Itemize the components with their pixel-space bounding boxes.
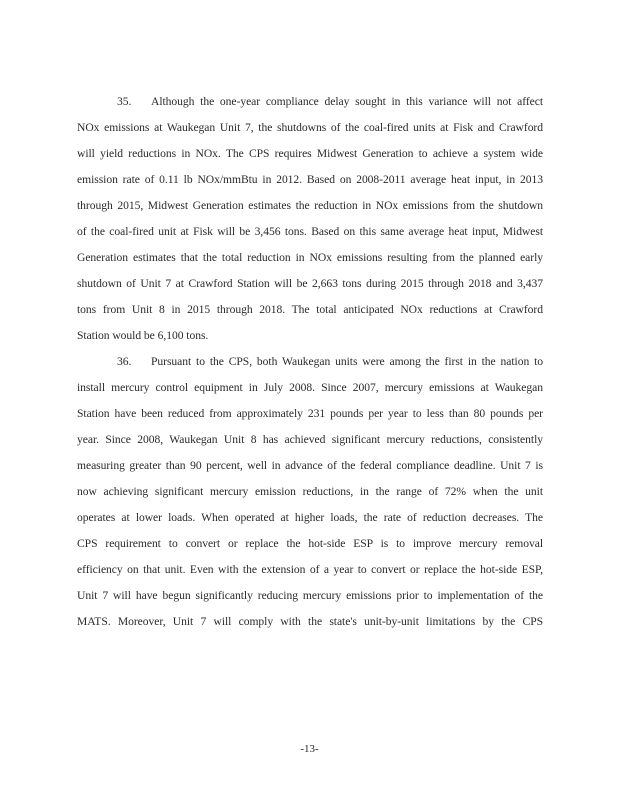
paragraph-35-line-10: Station would be 6,100 tons. bbox=[77, 329, 209, 342]
paragraph-36-line-5: measuring greater than 90 percent, well in advance of the federal compliance deadline. Unit 7 is bbox=[77, 459, 543, 472]
paragraph-36-line-1: 36. Pursuant to the CPS, both Waukegan units were among the first in the nation to bbox=[117, 355, 543, 368]
paragraph-36-line-3: Station have been reduced from approximately 231 pounds per year to less than 80 pounds per bbox=[77, 407, 543, 420]
paragraph-35-line-2: NOx emissions at Waukegan Unit 7, the shutdowns of the coal-fired units at Fisk and Crawford bbox=[77, 121, 543, 134]
paragraph-number: 36. bbox=[117, 355, 132, 368]
paragraph-36-line-4: year. Since 2008, Waukegan Unit 8 has achieved significant mercury reductions, consistently bbox=[77, 433, 543, 446]
paragraph-35-line-7: Generation estimates that the total reduction in NOx emissions resulting from the planned early bbox=[77, 251, 543, 264]
paragraph-35-line-1: 35. Although the one-year compliance delay sought in this variance will not affect bbox=[117, 95, 543, 108]
paragraph-35-line-8: shutdown of Unit 7 at Crawford Station will be 2,663 tons during 2015 through 2018 and 3,437 bbox=[77, 277, 543, 290]
paragraph-35-line-5: through 2015, Midwest Generation estimates the reduction in NOx emissions from the shutdown bbox=[77, 199, 543, 212]
paragraph-35-line-3: will yield reductions in NOx. The CPS requires Midwest Generation to achieve a system wide bbox=[77, 147, 543, 160]
paragraph-36-line-11: MATS. Moreover, Unit 7 will comply with the state's unit-by-unit limitations by the CPS bbox=[77, 615, 543, 628]
paragraph-36-line-6: now achieving significant mercury emission reductions, in the range of 72% when the unit bbox=[77, 485, 543, 498]
paragraph-35-line-6: of the coal-fired unit at Fisk will be 3,456 tons. Based on this same average heat input, Midwest bbox=[77, 225, 543, 238]
paragraph-35-line-9: tons from Unit 8 in 2015 through 2018. The total anticipated NOx reductions at Crawford bbox=[77, 303, 543, 316]
paragraph-35-line-4: emission rate of 0.11 lb NOx/mmBtu in 2012. Based on 2008-2011 average heat input, in 2013 bbox=[77, 173, 543, 186]
paragraph-36-line-2: install mercury control equipment in July 2008. Since 2007, mercury emissions at Waukegan bbox=[77, 381, 543, 394]
paragraph-36-line-8: CPS requirement to convert or replace the hot-side ESP is to improve mercury removal bbox=[77, 537, 543, 550]
paragraph-36-line-10: Unit 7 will have begun significantly reducing mercury emissions prior to implementation of the bbox=[77, 589, 543, 602]
paragraph-number: 35. bbox=[117, 95, 132, 108]
paragraph-36-line-9: efficiency on that unit. Even with the extension of a year to convert or replace the hot-side ESP, bbox=[77, 563, 543, 576]
paragraph-36-line-7: operates at lower loads. When operated at higher loads, the rate of reduction decreases. The bbox=[77, 511, 543, 524]
page-number: -13- bbox=[300, 743, 319, 755]
